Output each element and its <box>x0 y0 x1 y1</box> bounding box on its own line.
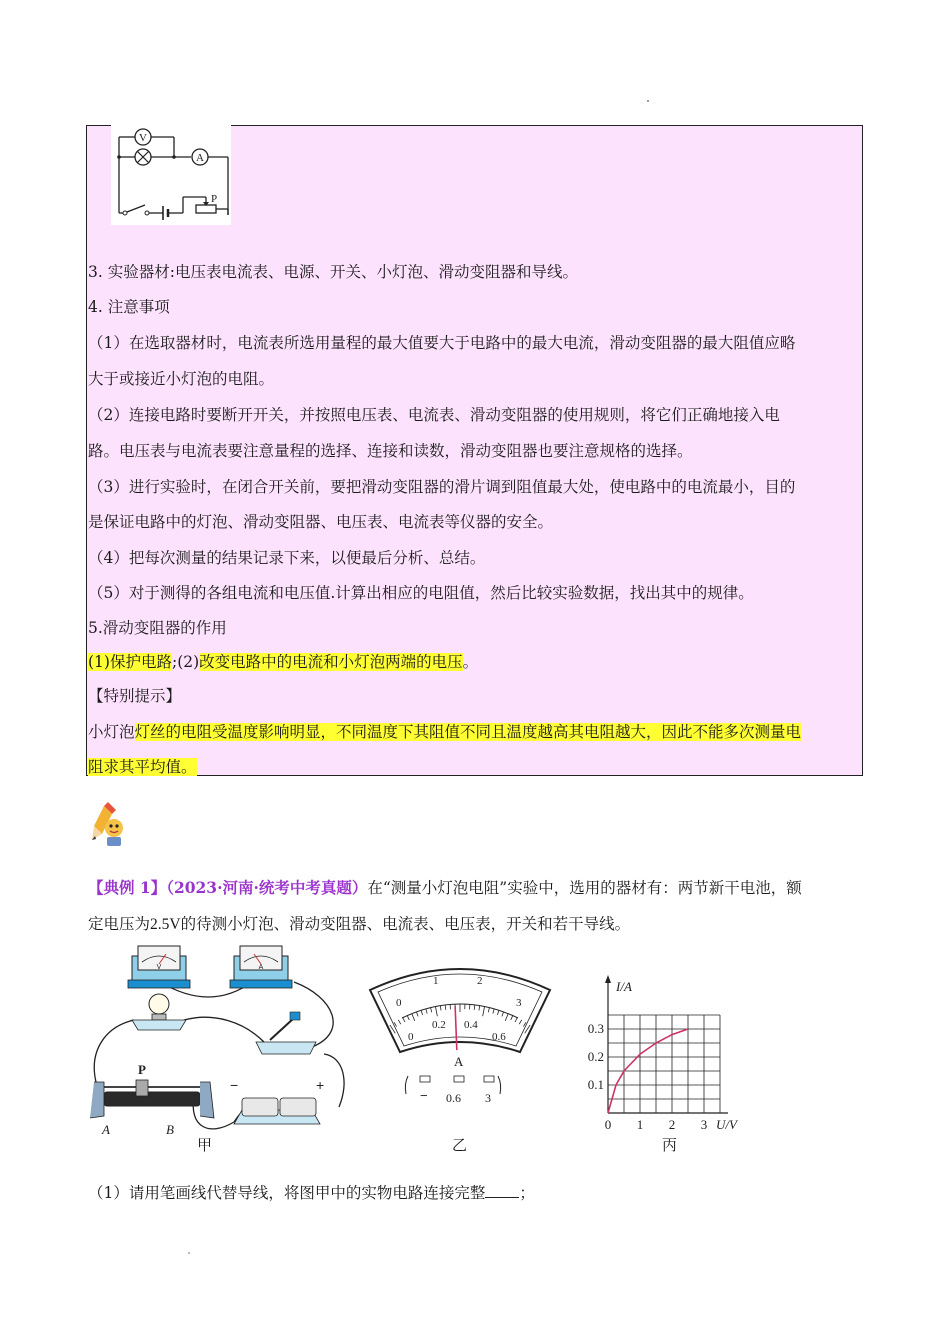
note-5: （5）对于测得的各组电流和电压值.计算出相应的电阻值，然后比较实验数据，找出其中的规律。 <box>88 584 754 602</box>
tip-highlight-a: 灯丝的电阻受温度影响明显，不同温度下其阻值不同且温度越高其电阻越大，因此不能多次测量电 <box>134 723 802 741</box>
example-tag: 【典例 1】 <box>88 878 167 897</box>
question-1 <box>88 1183 535 1203</box>
scan-dot <box>647 100 649 102</box>
y-tick-label: 0.2 <box>587 1049 604 1064</box>
figure-yi-caption: 乙 <box>452 1136 468 1154</box>
x-tick-label: 2 <box>668 1117 676 1132</box>
dial-unit: A <box>454 1054 464 1069</box>
terminal-minus: − <box>420 1088 428 1103</box>
note-1-line-a: （1）在选取器材时，电流表所选用量程的最大值要大于电路中的最大电流，滑动变阻器的最大阻值应略 <box>88 334 796 352</box>
x-tick-label: 0 <box>604 1117 612 1132</box>
x-tick-label: 1 <box>636 1117 644 1132</box>
example-source: （2023·河南·统考中考真题） <box>166 878 368 897</box>
role-end: 。 <box>462 653 479 671</box>
dial-inner-02: 0.2 <box>432 1019 446 1031</box>
special-tip-line-a <box>88 722 801 742</box>
notes-heading: 4. 注意事项 <box>88 298 170 316</box>
y-axis-arrow-icon <box>605 975 611 983</box>
role-1: (1)保护电路 <box>88 653 172 671</box>
dial-inner-06: 0.6 <box>492 1031 506 1043</box>
answer-blank[interactable] <box>485 1183 519 1198</box>
question-1-text: （1）请用笔画线代替导线，将图甲中的实物电路连接完整 <box>88 1184 486 1202</box>
tip-prefix: 小灯泡 <box>88 723 135 741</box>
role-separator: ;(2) <box>171 653 200 671</box>
rheostat-roles <box>88 652 478 672</box>
question-1-end: ； <box>519 1184 535 1202</box>
x-axis-label: U/V <box>716 1117 737 1132</box>
special-tip-title: 【特别提示】 <box>88 687 182 705</box>
y-axis-label: I/A <box>616 979 632 994</box>
figure-jia <box>84 942 356 1152</box>
jia-minus: − <box>230 1077 239 1093</box>
dial-inner-0: 0 <box>408 1031 414 1043</box>
dial-inner-04: 0.4 <box>464 1019 478 1031</box>
example-line-2 <box>88 914 630 935</box>
jia-slider-label: P <box>138 1062 146 1077</box>
jia-plus: + <box>316 1077 325 1093</box>
special-tip-line-b <box>88 757 197 777</box>
tip-highlight-b: 阻求其平均值。 <box>88 758 197 776</box>
materials-line: 3. 实验器材:电压表电流表、电源、开关、小灯泡、滑动变阻器和导线。 <box>88 263 578 281</box>
jia-ammeter-label: A <box>258 964 264 971</box>
example-line-1 <box>88 878 802 898</box>
note-2-line-b: 路。电压表与电流表要注意量程的选择、连接和读数，滑动变阻器也要注意规格的选择。 <box>88 442 693 460</box>
terminal-3: 3 <box>485 1091 491 1105</box>
note-3-line-a: （3）进行实验时，在闭合开关前，要把滑动变阻器的滑片调到阻值最大处，使电路中的电流最小，目的 <box>88 478 796 496</box>
y-tick-label: 0.1 <box>587 1077 604 1092</box>
note-3-line-b: 是保证电路中的灯泡、滑动变阻器、电压表、电流表等仪器的安全。 <box>88 513 554 531</box>
jia-terminal-a: A <box>102 1122 110 1137</box>
rated-voltage: 2.5V <box>150 916 181 933</box>
jia-voltmeter-label: V <box>156 964 162 971</box>
y-tick-label: 0.3 <box>587 1021 604 1036</box>
note-2-line-a: （2）连接电路时要断开开关，并按照电压表、电流表、滑动变阻器的使用规则，将它们正确地接入电 <box>88 406 780 424</box>
figure-jia-caption: 甲 <box>197 1136 213 1154</box>
example-text-2a: 定电压为 <box>88 915 151 933</box>
dial-outer-1: 1 <box>433 975 439 987</box>
figure-bing <box>578 975 758 1135</box>
voltmeter-label: V <box>139 132 147 144</box>
role-2: 改变电路中的电流和小灯泡两端的电压 <box>199 653 463 671</box>
note-4: （4）把每次测量的结果记录下来，以便最后分析、总结。 <box>88 549 486 567</box>
figure-yi <box>366 942 554 1132</box>
figure-bing-caption: 丙 <box>662 1136 678 1154</box>
dial-outer-2: 2 <box>477 975 483 987</box>
terminal-06: 0.6 <box>446 1091 461 1105</box>
scan-dot <box>188 1252 190 1254</box>
note-1-line-b: 大于或接近小灯泡的电阻。 <box>88 370 275 388</box>
jia-terminal-b: B <box>166 1122 174 1137</box>
example-text-2b: 的待测小灯泡、滑动变阻器、电流表、电压表，开关和若干导线。 <box>180 915 631 933</box>
circuit-diagram <box>111 125 231 225</box>
rheostat-role-heading: 5.滑动变阻器的作用 <box>88 619 227 637</box>
ammeter-label: A <box>196 152 204 164</box>
x-tick-label: 3 <box>700 1117 708 1132</box>
dial-outer-0: 0 <box>396 997 402 1009</box>
dial-outer-3: 3 <box>516 997 522 1009</box>
slider-label: P <box>211 193 218 205</box>
example-text-1: 在“测量小灯泡电阻”实验中，选用的器材有：两节新干电池，额 <box>367 879 802 897</box>
pencil-mascot-icon <box>88 800 128 848</box>
